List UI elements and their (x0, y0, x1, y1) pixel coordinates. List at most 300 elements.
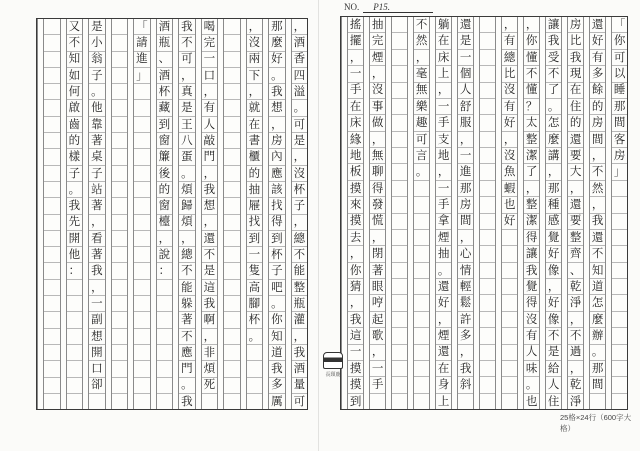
manuscript-cell: 王 (179, 117, 194, 133)
manuscript-cell: ， (157, 231, 172, 247)
manuscript-cell (134, 100, 149, 116)
manuscript-cell: 人 (202, 117, 217, 133)
manuscript-cell (112, 345, 127, 361)
manuscript-cell (480, 17, 495, 33)
manuscript-cell (392, 197, 407, 213)
manuscript-cell (392, 295, 407, 311)
manuscript-cell (502, 246, 517, 262)
manuscript-cell (414, 246, 429, 262)
manuscript-cell: 灌 (292, 312, 307, 328)
manuscript-cell: 住 (568, 99, 583, 115)
manuscript-cell: ， (348, 50, 363, 66)
manuscript-cell: 一 (436, 181, 451, 197)
manuscript-cell (392, 132, 407, 148)
manuscript-cell: 麼 (590, 312, 605, 328)
manuscript-cell (392, 148, 407, 164)
manuscript-cell: 。 (292, 100, 307, 116)
manuscript-cell: 人 (458, 83, 473, 99)
manuscript-cell: 這 (348, 328, 363, 344)
manuscript-cell: ， (568, 181, 583, 197)
manuscript-cell: 住 (547, 393, 560, 408)
manuscript-cell (224, 378, 239, 394)
manuscript-cell: 床 (436, 50, 451, 66)
manuscript-cell: ， (370, 132, 385, 148)
manuscript-cell (157, 361, 172, 377)
column-gutter (285, 19, 291, 409)
manuscript-cell: 杯 (292, 182, 307, 198)
manuscript-cell: ， (524, 17, 539, 33)
column-gutter (407, 17, 413, 409)
manuscript-cell: 到 (247, 231, 262, 247)
manuscript-cell: 不 (292, 247, 307, 263)
manuscript-cell (224, 280, 239, 296)
left-page-columns (37, 19, 307, 409)
manuscript-cell: 」 (134, 68, 149, 84)
manuscript-cell: 以 (612, 66, 627, 82)
manuscript-cell (480, 312, 495, 328)
manuscript-cell: 現 (568, 66, 583, 82)
manuscript-cell: 歌 (370, 328, 385, 344)
manuscript-cell: 口 (89, 361, 104, 377)
manuscript-cell: 到 (269, 231, 284, 247)
manuscript-cell: 。 (179, 378, 194, 394)
manuscript-cell: ， (590, 197, 605, 213)
manuscript-cell: 手 (436, 115, 451, 131)
manuscript-cell: 。 (269, 296, 284, 312)
manuscript-cell: 這 (202, 280, 217, 296)
publisher-logo (318, 352, 348, 378)
manuscript-cell (44, 231, 59, 247)
manuscript-cell: 斜 (458, 377, 473, 393)
manuscript-cell: 。 (524, 377, 539, 393)
manuscript-cell: 覺 (524, 279, 539, 295)
manuscript-cell: 淨 (568, 295, 583, 311)
manuscript-cell: 子 (269, 263, 284, 279)
manuscript-cell: 擺 (348, 33, 363, 49)
column-gutter (451, 17, 457, 409)
manuscript-cell (44, 19, 59, 35)
manuscript-cell (392, 115, 407, 131)
manuscript-cell: 啟 (67, 100, 82, 116)
manuscript-cell: ， (348, 295, 363, 311)
manuscript-cell: 蝦 (502, 181, 517, 197)
manuscript-cell: 上 (436, 66, 451, 82)
manuscript-cell: 到 (349, 393, 362, 408)
manuscript-cell: 給 (546, 361, 561, 377)
manuscript-cell (67, 329, 82, 345)
manuscript-cell: 子 (67, 166, 82, 182)
manuscript-cell: 舒 (458, 99, 473, 115)
manuscript-cell: 杯 (247, 312, 262, 328)
manuscript-cell: 那 (612, 99, 627, 115)
manuscript-cell: 起 (370, 312, 385, 328)
manuscript-cell: 覺 (546, 230, 561, 246)
manuscript-cell: 門 (179, 361, 194, 377)
manuscript-cell (67, 312, 82, 328)
manuscript-cell (112, 84, 127, 100)
manuscript-cell: 沒 (370, 83, 385, 99)
manuscript-cell: 一 (348, 345, 363, 361)
manuscript-cell: 不 (568, 328, 583, 344)
manuscript-cell: 兩 (247, 52, 262, 68)
manuscript-cell (392, 50, 407, 66)
manuscript-cell: 哼 (370, 295, 385, 311)
manuscript-cell: 魚 (502, 164, 517, 180)
manuscript-cell: 拿 (436, 214, 451, 230)
manuscript-cell (134, 329, 149, 345)
manuscript-cell: 怎 (546, 115, 561, 131)
manuscript-cell: 一 (458, 148, 473, 164)
manuscript-cell (392, 361, 407, 377)
manuscript-cell (502, 263, 517, 279)
manuscript-cell (224, 361, 239, 377)
manuscript-cell: 請 (134, 35, 149, 51)
manuscript-cell (134, 263, 149, 279)
manuscript-cell: 副 (89, 312, 104, 328)
manuscript-cell: 言 (414, 148, 429, 164)
manuscript-cell: 進 (134, 52, 149, 68)
manuscript-cell: 我 (590, 214, 605, 230)
manuscript-cell: ， (292, 329, 307, 345)
manuscript-cell (392, 377, 407, 393)
manuscript-cell: 上 (437, 393, 450, 408)
manuscript-cell: 味 (524, 361, 539, 377)
manuscript-cell: 是 (202, 263, 217, 279)
manuscript-cell (480, 328, 495, 344)
manuscript-cell: 不 (546, 328, 561, 344)
manuscript-cell: 抽 (370, 17, 385, 33)
manuscript-cell (612, 279, 627, 295)
manuscript-cell: 有 (590, 50, 605, 66)
manuscript-cell (480, 66, 495, 82)
manuscript-cell (480, 33, 495, 49)
manuscript-cell: 手 (348, 83, 363, 99)
manuscript-cell: 潔 (524, 148, 539, 164)
manuscript-cell (480, 377, 495, 393)
manuscript-cell: 也 (525, 393, 538, 408)
manuscript-cell: 我 (202, 296, 217, 312)
manuscript-cell: 杯 (157, 84, 172, 100)
manuscript-cell (157, 280, 172, 296)
manuscript-cell: 不 (590, 246, 605, 262)
manuscript-cell: ， (458, 230, 473, 246)
manuscript-cell (134, 361, 149, 377)
manuscript-column (88, 19, 104, 409)
manuscript-cell (44, 166, 59, 182)
manuscript-cell: 講 (546, 148, 561, 164)
manuscript-cell: 你 (612, 33, 627, 49)
manuscript-cell (480, 279, 495, 295)
manuscript-cell (480, 181, 495, 197)
manuscript-cell: 不 (524, 66, 539, 82)
manuscript-column (523, 17, 539, 409)
manuscript-cell: 麼 (546, 132, 561, 148)
manuscript-cell: 門 (202, 149, 217, 165)
manuscript-cell: 餘 (590, 83, 605, 99)
manuscript-cell (612, 197, 627, 213)
manuscript-cell: 然 (590, 181, 605, 197)
manuscript-cell (224, 84, 239, 100)
manuscript-cell (112, 166, 127, 182)
manuscript-cell (480, 394, 495, 409)
manuscript-cell: 煩 (179, 182, 194, 198)
manuscript-cell (44, 182, 59, 198)
manuscript-cell (67, 296, 82, 312)
manuscript-cell: 香 (292, 52, 307, 68)
manuscript-cell (44, 296, 59, 312)
manuscript-cell (112, 68, 127, 84)
manuscript-cell (44, 35, 59, 51)
manuscript-cell: 像 (546, 263, 561, 279)
manuscript-cell: 歸 (179, 198, 194, 214)
manuscript-cell: 該 (269, 182, 284, 198)
manuscript-cell: ， (89, 280, 104, 296)
manuscript-cell: 發 (370, 197, 385, 213)
manuscript-cell: 開 (89, 345, 104, 361)
manuscript-cell: 何 (67, 84, 82, 100)
manuscript-cell: 著 (179, 312, 194, 328)
manuscript-cell: 摸 (348, 361, 363, 377)
manuscript-cell (134, 149, 149, 165)
manuscript-cell: 一 (247, 247, 262, 263)
manuscript-cell: 間 (590, 132, 605, 148)
column-gutter (495, 17, 501, 409)
manuscript-column (133, 19, 149, 409)
left-manuscript-page (36, 18, 308, 410)
manuscript-cell (134, 166, 149, 182)
manuscript-cell (224, 117, 239, 133)
manuscript-cell: 完 (202, 35, 217, 51)
manuscript-cell: 比 (502, 66, 517, 82)
manuscript-cell: 後 (157, 166, 172, 182)
manuscript-column (457, 17, 473, 409)
grid-spec-note: 25格×24行（600字大格） (560, 413, 632, 433)
manuscript-column (413, 17, 429, 409)
manuscript-cell: 的 (247, 166, 262, 182)
manuscript-cell: 了 (546, 83, 561, 99)
manuscript-cell: 得 (524, 230, 539, 246)
manuscript-cell (612, 328, 627, 344)
manuscript-cell (134, 133, 149, 149)
manuscript-cell: 是 (292, 133, 307, 149)
manuscript-column (545, 17, 561, 409)
manuscript-cell (112, 378, 127, 394)
manuscript-cell: 在 (348, 99, 363, 115)
manuscript-cell (224, 68, 239, 84)
manuscript-cell (112, 52, 127, 68)
manuscript-cell (44, 312, 59, 328)
manuscript-cell (134, 117, 149, 133)
manuscript-cell: ， (546, 164, 561, 180)
manuscript-cell: 、 (568, 263, 583, 279)
manuscript-cell (480, 50, 495, 66)
manuscript-cell: 我 (179, 19, 194, 35)
manuscript-column (201, 19, 217, 409)
manuscript-cell: 好 (546, 295, 561, 311)
manuscript-cell: 整 (524, 132, 539, 148)
manuscript-cell: 口 (202, 68, 217, 84)
manuscript-cell (44, 52, 59, 68)
manuscript-cell (112, 133, 127, 149)
manuscript-cell (67, 378, 82, 394)
manuscript-cell (414, 377, 429, 393)
manuscript-cell (224, 215, 239, 231)
manuscript-cell (224, 329, 239, 345)
manuscript-cell (502, 230, 517, 246)
manuscript-cell: 在 (247, 117, 262, 133)
manuscript-cell: 子 (89, 166, 104, 182)
manuscript-cell: 沒 (502, 83, 517, 99)
manuscript-cell (44, 133, 59, 149)
manuscript-cell: 淨 (569, 393, 582, 408)
manuscript-cell (44, 247, 59, 263)
column-gutter (385, 17, 391, 409)
manuscript-cell: 總 (292, 231, 307, 247)
manuscript-cell: 「 (134, 19, 149, 35)
manuscript-cell: ？ (524, 99, 539, 115)
manuscript-cell: 房 (612, 148, 627, 164)
manuscript-cell (414, 295, 429, 311)
manuscript-cell: 酒 (292, 361, 307, 377)
manuscript-cell: 可 (414, 132, 429, 148)
manuscript-cell (247, 394, 262, 409)
column-gutter (240, 19, 246, 409)
manuscript-cell (502, 328, 517, 344)
manuscript-cell: 煙 (436, 230, 451, 246)
manuscript-column (246, 19, 262, 409)
manuscript-cell: 客 (612, 132, 627, 148)
manuscript-cell: 猜 (348, 279, 363, 295)
manuscript-cell: 不 (414, 17, 429, 33)
manuscript-cell: ， (568, 361, 583, 377)
manuscript-cell (44, 68, 59, 84)
manuscript-cell (414, 197, 429, 213)
manuscript-cell: 情 (458, 263, 473, 279)
manuscript-cell: 地 (436, 148, 451, 164)
manuscript-cell (247, 378, 262, 394)
manuscript-cell: 進 (458, 164, 473, 180)
manuscript-cell: 麼 (269, 35, 284, 51)
manuscript-cell (224, 345, 239, 361)
manuscript-cell: 的 (568, 115, 583, 131)
manuscript-cell (392, 279, 407, 295)
manuscript-cell: 一 (348, 66, 363, 82)
manuscript-cell: 得 (269, 215, 284, 231)
manuscript-cell: 做 (370, 115, 385, 131)
manuscript-cell (247, 361, 262, 377)
manuscript-cell: 隻 (247, 263, 262, 279)
manuscript-cell: 間 (590, 377, 605, 393)
manuscript-cell: 先 (67, 215, 82, 231)
manuscript-cell: 總 (502, 50, 517, 66)
manuscript-cell: 房 (458, 197, 473, 213)
manuscript-cell: 心 (458, 246, 473, 262)
manuscript-cell: 閉 (370, 246, 385, 262)
manuscript-cell (157, 329, 172, 345)
manuscript-cell (612, 377, 627, 393)
manuscript-cell (480, 83, 495, 99)
manuscript-cell: 如 (67, 68, 82, 84)
manuscript-cell: 過 (568, 345, 583, 361)
manuscript-cell: 一 (458, 50, 473, 66)
manuscript-cell (67, 394, 82, 409)
manuscript-cell (612, 181, 627, 197)
manuscript-cell: 子 (89, 68, 104, 84)
manuscript-cell (392, 99, 407, 115)
publisher-name: 長頸鹿 (325, 372, 341, 378)
manuscript-cell: 讓 (546, 17, 561, 33)
manuscript-cell: 睡 (612, 83, 627, 99)
manuscript-cell (44, 117, 59, 133)
manuscript-cell: 知 (67, 52, 82, 68)
manuscript-cell: 還 (436, 279, 451, 295)
manuscript-cell (612, 394, 627, 409)
manuscript-cell (502, 361, 517, 377)
manuscript-cell (414, 214, 429, 230)
manuscript-cell: 好 (546, 246, 561, 262)
manuscript-cell: 多 (458, 328, 473, 344)
manuscript-column (567, 17, 583, 409)
manuscript-cell (224, 247, 239, 263)
manuscript-cell: 。 (414, 164, 429, 180)
column-gutter (105, 19, 111, 409)
manuscript-cell: 躲 (179, 296, 194, 312)
manuscript-cell: 乾 (568, 377, 583, 393)
manuscript-cell: 你 (348, 263, 363, 279)
manuscript-cell: 厲 (271, 393, 283, 408)
manuscript-cell: 溢 (292, 84, 307, 100)
manuscript-cell: 藏 (157, 100, 172, 116)
manuscript-cell: 找 (247, 215, 262, 231)
manuscript-cell: 去 (348, 230, 363, 246)
manuscript-cell: 他 (89, 100, 104, 116)
manuscript-cell: 多 (269, 378, 284, 394)
column-gutter (561, 17, 567, 409)
manuscript-cell (480, 115, 495, 131)
manuscript-cell: ， (590, 148, 605, 164)
manuscript-cell: 煙 (436, 328, 451, 344)
manuscript-cell (134, 345, 149, 361)
manuscript-cell: 可 (293, 393, 306, 408)
manuscript-cell: ， (436, 164, 451, 180)
manuscript-cell (134, 394, 149, 409)
manuscript-cell: ， (202, 84, 217, 100)
manuscript-cell (224, 133, 239, 149)
manuscript-cell (414, 345, 429, 361)
manuscript-cell: 整 (568, 230, 583, 246)
manuscript-cell (612, 361, 627, 377)
manuscript-cell: 道 (590, 279, 605, 295)
manuscript-column (479, 17, 495, 409)
manuscript-cell (502, 345, 517, 361)
manuscript-cell (480, 99, 495, 115)
manuscript-cell: 酒 (157, 68, 172, 84)
manuscript-cell: ： (157, 263, 172, 279)
manuscript-cell: 。 (67, 182, 82, 198)
manuscript-cell (44, 329, 59, 345)
manuscript-cell (392, 328, 407, 344)
manuscript-cell: 沒 (247, 35, 262, 51)
manuscript-cell (414, 279, 429, 295)
manuscript-cell: 房 (590, 115, 605, 131)
manuscript-cell: 人 (546, 377, 561, 393)
manuscript-cell: ， (436, 312, 451, 328)
manuscript-cell: 許 (458, 312, 473, 328)
manuscript-cell: 還 (202, 231, 217, 247)
manuscript-cell (480, 230, 495, 246)
manuscript-cell: 著 (89, 133, 104, 149)
manuscript-cell: 抽 (247, 182, 262, 198)
